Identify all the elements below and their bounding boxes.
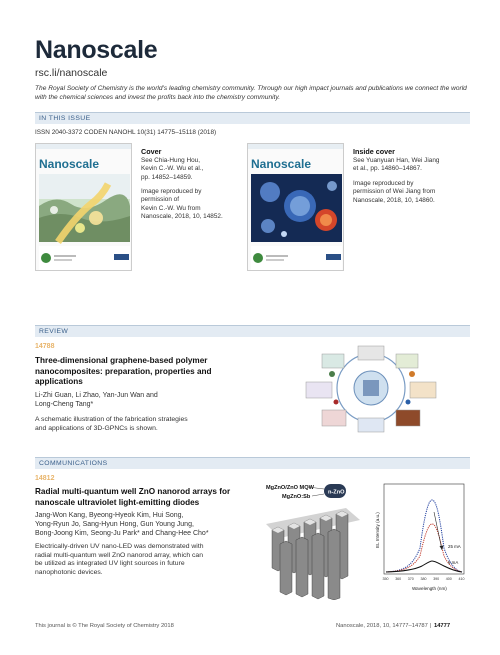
communication-authors: Jang-Won Kang, Byeong-Hyeok Kim, Hui Song, Yong-Ryun Jo, Sang-Hyun Hong, Gun Young Jung, Bong-Joong Kim, Seong-Ju Park* and Chang-Hee Cho* [35, 512, 209, 538]
review-page-number[interactable]: 14788 [35, 343, 55, 350]
section-communications [35, 457, 470, 469]
x-tick-label: 400 [445, 577, 452, 581]
cover-caption: See Chia-Hung Hou, Kevin C.-W. Wu et al., pp. 14852–14859. [141, 157, 204, 181]
cover-thumb-title: Nanoscale [39, 157, 100, 171]
cover-thumbnail[interactable] [35, 143, 132, 271]
inside-cover-thumb-title: Nanoscale [251, 157, 312, 171]
label-25ma: 25 mA [448, 544, 461, 549]
communication-figure [262, 478, 470, 600]
y-axis-label: EL Intensity (a.u.) [375, 512, 380, 548]
issue-info: ISSN 2040-3372 CODEN NANOHL 10(31) 14775–15118 (2018) [35, 129, 217, 136]
inside-cover-label: Inside cover [353, 147, 395, 156]
journal-intro: The Royal Society of Chemistry is the world’s leading chemistry community. Through our high impact journals and publications we connect the world with the chemical sciences and invest the profits back into the chemistry community. [35, 85, 467, 101]
label-mqw: MgZnO/ZnO MQW [266, 485, 314, 491]
section-in-this-issue [35, 112, 470, 124]
section-label: COMMUNICATIONS [39, 460, 108, 467]
x-tick-label: 410 [458, 577, 465, 581]
communication-page-number[interactable]: 14812 [35, 475, 55, 482]
journal-url[interactable]: rsc.li/nanoscale [35, 67, 108, 79]
journal-title: Nanoscale [35, 36, 158, 64]
section-label: REVIEW [39, 328, 69, 335]
x-tick-label: 380 [420, 577, 427, 581]
communication-description: Electrically-driven UV nano-LED was demonstrated with radial multi-quantum well ZnO nanorod array, which can be utilized as integrated UV light sources in future nanophotonic devices. [35, 543, 204, 576]
x-tick-label: 350 [382, 577, 389, 581]
inside-cover-permission: Image reproduced by permission of Wei Jiang from Nanoscale, 2018, 10, 14860. [353, 180, 436, 204]
label-5ma: 5 mA [448, 560, 459, 565]
footer-page-number: 14777 [433, 623, 451, 629]
x-axis-label: Wavelength (nm) [412, 586, 447, 591]
label-nzno: n-ZnO [328, 489, 345, 496]
review-description: A schematic illustration of the fabrication strategies and applications of 3D-GPNCs is shown. [35, 416, 188, 432]
cover-image [36, 144, 132, 271]
label-sb: MgZnO:Sb [282, 494, 311, 500]
review-title[interactable]: Three-dimensional graphene-based polymer nanocomposites: preparation, properties and applications [35, 356, 212, 386]
review-figure [300, 340, 442, 436]
cover-label: Cover [141, 147, 162, 156]
cover-permission: Image reproduced by permission of Kevin C.-W. Wu from Nanoscale, 2018, 10, 14852. [141, 188, 223, 220]
review-authors: Li-Zhi Guan, Li Zhao, Yan-Jun Wan and Long-Cheng Tang* [35, 392, 158, 409]
x-tick-label: 390 [433, 577, 440, 581]
inside-cover-image [248, 144, 344, 271]
inside-cover-caption: See Yuanyuan Han, Wei Jiang et al., pp. 14860–14867. [353, 157, 440, 173]
section-review [35, 325, 470, 337]
x-tick-label: 360 [395, 577, 402, 581]
footer-citation: Nanoscale, 2018, 10, 14777–14787 | 14777 [336, 623, 451, 629]
section-label: IN THIS ISSUE [39, 115, 91, 122]
communication-title[interactable]: Radial multi-quantum well ZnO nanorod arrays for nanoscale ultraviolet light-emitting diodes [35, 487, 231, 507]
x-tick-label: 370 [407, 577, 414, 581]
footer-copyright: This journal is © The Royal Society of Chemistry 2018 [35, 623, 174, 629]
inside-cover-thumbnail[interactable] [247, 143, 344, 271]
